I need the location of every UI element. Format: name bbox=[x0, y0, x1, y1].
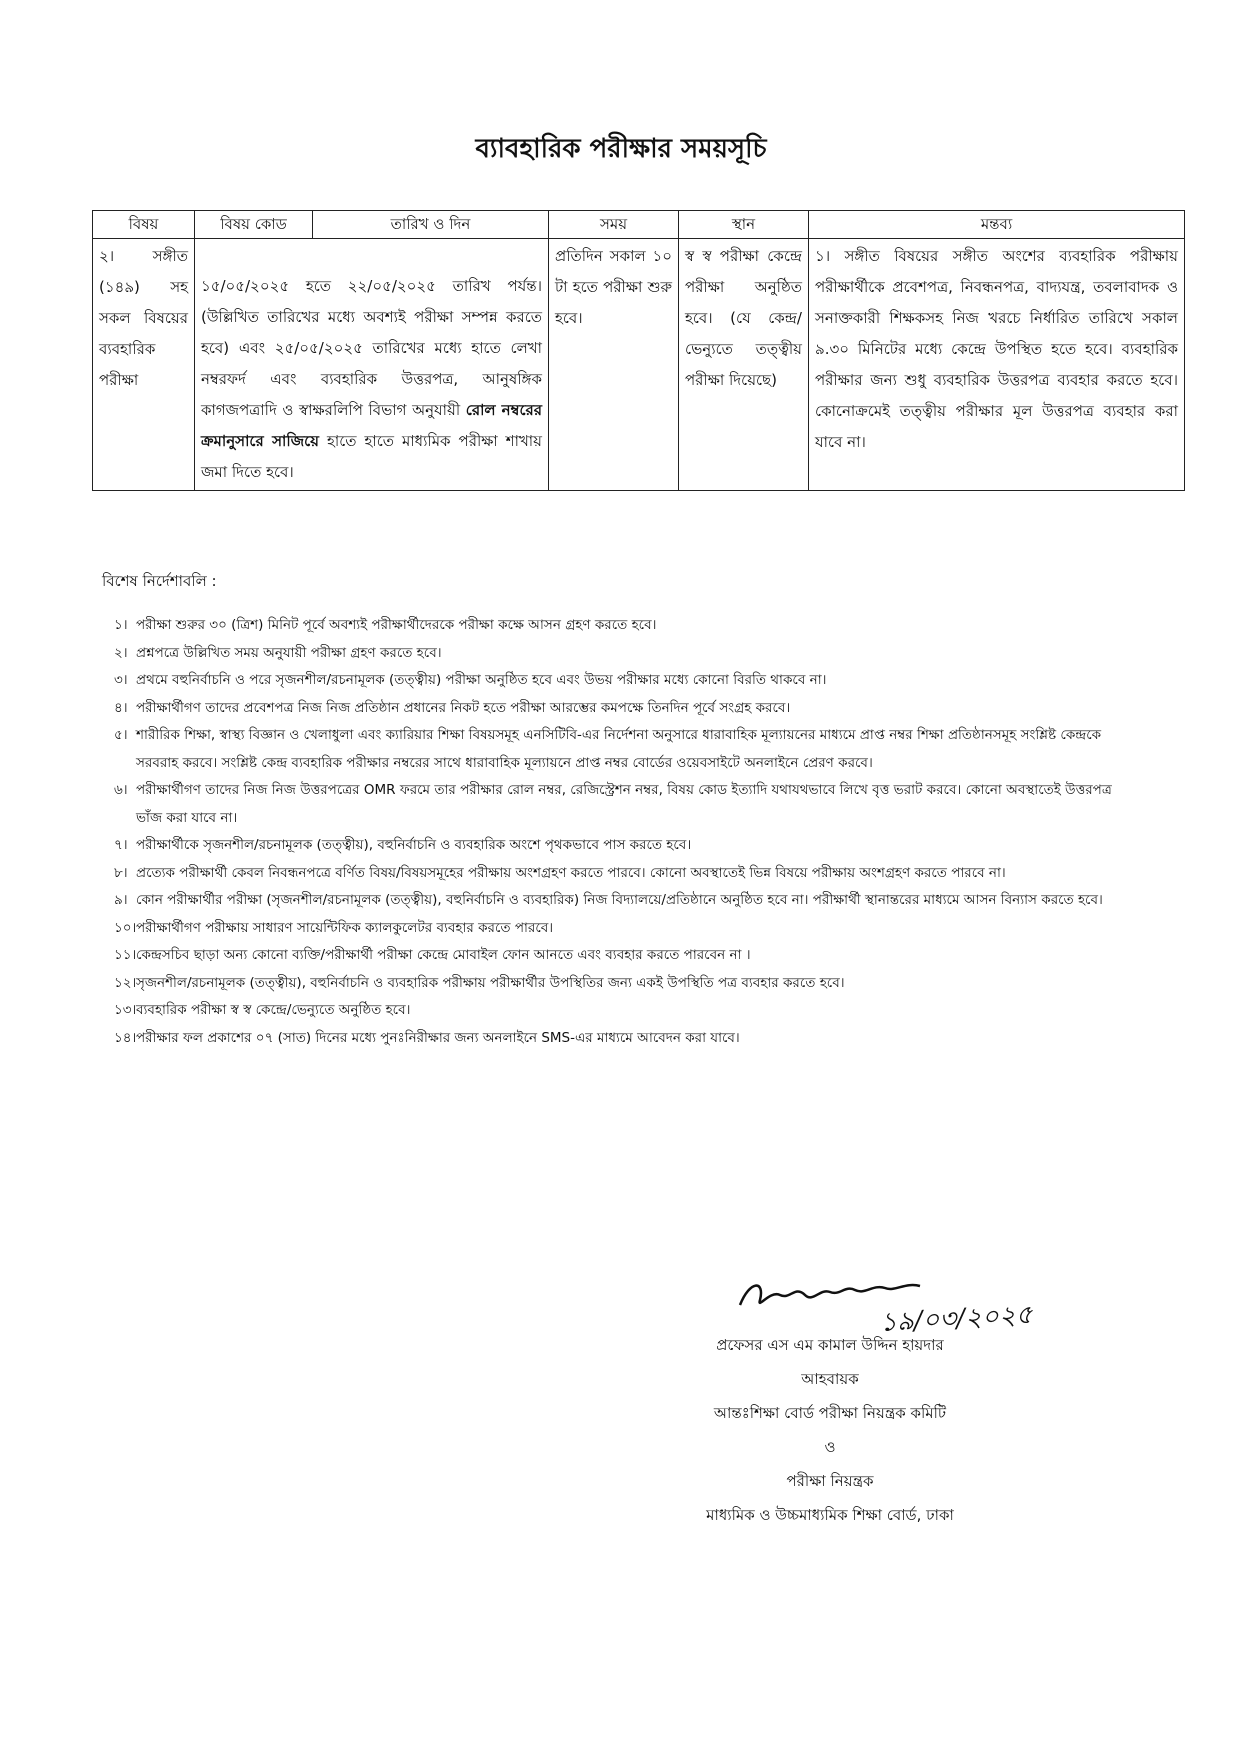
instruction-number: ১৩। bbox=[114, 1002, 137, 1018]
schedule-table bbox=[92, 210, 1185, 491]
signatory-role: আহবায়ক bbox=[801, 1370, 859, 1388]
table-row bbox=[93, 239, 1185, 491]
cell-subject: ২। সঙ্গীত (১৪৯) সহ সকল বিষয়ের ব্যবহারিক পরীক্ষা bbox=[93, 239, 195, 491]
special-instructions-heading: বিশেষ নির্দেশাবলি : bbox=[102, 572, 217, 590]
instruction-number: ১১। bbox=[114, 947, 137, 963]
instruction-item bbox=[114, 695, 1124, 723]
instruction-number: ১। bbox=[114, 617, 128, 633]
instruction-text: প্রশ্নপত্রে উল্লিখিত সময় অনুযায়ী পরীক্ষা গ্রহণ করতে হবে। bbox=[136, 644, 442, 661]
signatory-name: প্রফেসর এস এম কামাল উদ্দিন হায়দার bbox=[716, 1336, 944, 1354]
instruction-item bbox=[114, 860, 1124, 888]
signatory-board: মাধ্যমিক ও উচ্চমাধ্যমিক শিক্ষা বোর্ড, ঢাকা bbox=[706, 1506, 954, 1524]
instruction-text: পরীক্ষা শুরুর ৩০ (ত্রিশ) মিনিট পূর্বে অবশ্যই পরীক্ষার্থীদেরকে পরীক্ষা কক্ষে আসন গ্রহণ করতে হবে। bbox=[136, 617, 657, 633]
instruction-item bbox=[114, 970, 1124, 998]
header-code: বিষয় কোড bbox=[195, 211, 313, 239]
header-time: সময় bbox=[549, 211, 679, 239]
instruction-item bbox=[114, 887, 1124, 915]
instruction-text: প্রত্যেক পরীক্ষার্থী কেবল নিবন্ধনপত্রে বর্ণিত বিষয়/বিষয়সমূহের পরীক্ষায় অংশগ্রহণ করতে পারবে। কোনো অবস্থাতেই ভিন্ন বিষয়ে পরীক্ষায় অংশগ্রহণ করতে পারবে না। bbox=[136, 864, 1006, 881]
cell-time: প্রতিদিন সকাল ১০ টা হতে পরীক্ষা শুরু হবে। bbox=[549, 239, 679, 491]
signatory-role2: পরীক্ষা নিয়ন্ত্রক bbox=[786, 1472, 874, 1490]
instruction-item bbox=[114, 640, 1124, 668]
instruction-text: পরীক্ষার ফল প্রকাশের ০৭ (সাত) দিনের মধ্যে পুনঃনিরীক্ষার জন্য অনলাইনে SMS-এর মাধ্যমে আবেদন করা যাবে। bbox=[136, 1029, 740, 1046]
instruction-number: ২। bbox=[114, 644, 128, 661]
header-subject: বিষয় bbox=[93, 211, 195, 239]
instruction-number: ৪। bbox=[114, 699, 128, 716]
instruction-number: ৭। bbox=[114, 837, 128, 853]
instruction-item bbox=[114, 667, 1124, 695]
table-header-row bbox=[93, 211, 1185, 239]
instruction-number: ৫। bbox=[114, 727, 128, 743]
instruction-item bbox=[114, 722, 1124, 777]
instruction-item bbox=[114, 997, 1124, 1025]
instruction-text: পরীক্ষার্থীগণ তাদের নিজ নিজ উত্তরপত্রের OMR ফরমে তার পরীক্ষার রোল নম্বর, রেজিস্ট্রেশন নম্বর, বিষয় কোড ইত্যাদি যথাযথভাবে লিখে বৃত্ত ভরাট করবে। কোনো অবস্থাতেই উত্তরপত্র ভাঁজ করা যাবে না। bbox=[136, 782, 1112, 826]
instruction-item bbox=[114, 942, 1124, 970]
signatory-committee: আন্তঃশিক্ষা বোর্ড পরীক্ষা নিয়ন্ত্রক কমিটি bbox=[713, 1404, 947, 1422]
instruction-item bbox=[114, 832, 1124, 860]
date-text-bold: রোল নম্বরের ক্রমানুসারে সাজিয়ে bbox=[201, 401, 542, 450]
header-remarks: মন্তব্য bbox=[809, 211, 1185, 239]
instruction-number: ১০। bbox=[114, 919, 137, 936]
instruction-item bbox=[114, 612, 1124, 640]
instruction-item bbox=[114, 1025, 1124, 1053]
instruction-text: কেন্দ্রসচিব ছাড়া অন্য কোনো ব্যক্তি/পরীক্ষার্থী পরীক্ষা কেন্দ্রে মোবাইল ফোন আনতে এবং ব্যবহার করতে পারবেন না । bbox=[136, 947, 751, 963]
instruction-text: কোন পরীক্ষার্থীর পরীক্ষা (সৃজনশীল/রচনামূলক (তত্ত্বীয়), বহুনির্বাচনি ও ব্যবহারিক) নিজ বিদ্যালয়ে/প্রতিষ্ঠানে অনুষ্ঠিত হবে না। পরীক্ষার্থী স্থানান্তরের মাধ্যমে আসন বিন্যাস করতে হবে। bbox=[136, 892, 1103, 908]
header-place: স্থান bbox=[679, 211, 809, 239]
cell-place: স্ব স্ব পরীক্ষা কেন্দ্রে পরীক্ষা অনুষ্ঠিত হবে। (যে কেন্দ্র/ ভেন্যুতে তত্ত্বীয় পরীক্ষা দিয়েছে) bbox=[679, 239, 809, 491]
instruction-number: ৬। bbox=[114, 782, 128, 798]
instruction-item bbox=[114, 915, 1124, 943]
signatory-conjunction: ও bbox=[824, 1438, 836, 1456]
instruction-text: প্রথমে বহুনির্বাচনি ও পরে সৃজনশীল/রচনামূলক (তত্ত্বীয়) পরীক্ষা অনুষ্ঠিত হবে এবং উভয় পরীক্ষার মধ্যে কোনো বিরতি থাকবে না। bbox=[136, 672, 827, 688]
cell-remarks: ১। সঙ্গীত বিষয়ের সঙ্গীত অংশের ব্যবহারিক পরীক্ষায় পরীক্ষার্থীকে প্রবেশপত্র, নিবন্ধনপত্র, বাদ্যযন্ত্র, তবলাবাদক ও সনাক্তকারী শিক্ষকসহ নিজ খরচে নির্ধারিত তারিখে সকাল ৯.৩০ মিনিটের মধ্যে কেন্দ্রে উপস্থিত হতে হবে। ব্যবহারিক পরীক্ষার জন্য শুধু ব্যবহারিক উত্তরপত্র ব্যবহার করতে হবে। কোনোক্রমেই তত্ত্বীয় পরীক্ষার মূল উত্তরপত্র ব্যবহার করা যাবে না। bbox=[809, 239, 1185, 491]
instruction-number: ৮। bbox=[114, 864, 128, 881]
instruction-text: সৃজনশীল/রচনামূলক (তত্ত্বীয়), বহুনির্বাচনি ও ব্যবহারিক পরীক্ষায় পরীক্ষার্থীর উপস্থিতির জন্য একই উপস্থিতি পত্র ব্যবহার করতে হবে। bbox=[136, 974, 845, 991]
cell-date bbox=[195, 239, 549, 491]
instruction-number: ১৪। bbox=[114, 1029, 137, 1046]
instruction-number: ১২। bbox=[114, 974, 137, 991]
instruction-text: পরীক্ষার্থীগণ পরীক্ষায় সাধারণ সায়েন্টিফিক ক্যালকুলেটর ব্যবহার করতে পারবে। bbox=[136, 919, 554, 936]
page-title: ব্যাবহারিক পরীক্ষার সময়সূচি bbox=[475, 134, 767, 164]
instruction-number: ৩। bbox=[114, 672, 128, 688]
date-text-2: হাতে হাতে মাধ্যমিক পরীক্ষা শাখায় জমা দিতে হবে। bbox=[201, 432, 542, 481]
instruction-text: শারীরিক শিক্ষা, স্বাস্থ্য বিজ্ঞান ও খেলাধুলা এবং ক্যারিয়ার শিক্ষা বিষয়সমূহ এনসিটিবি-এর নির্দেশনা অনুসারে ধারাবাহিক মূল্যায়নের মাধ্যমে প্রাপ্ত নম্বর শিক্ষা প্রতিষ্ঠানসমূহ সংশ্লিষ্ট কেন্দ্রকে সরবরাহ করবে। সংশ্লিষ্ট কেন্দ্র ব্যবহারিক পরীক্ষার নম্বরের সাথে ধারাবাহিক মূল্যায়নে প্রাপ্ত নম্বর বোর্ডের ওয়েবসাইটে অনলাইনে প্রেরণ করবে। bbox=[136, 727, 1102, 771]
instructions-list bbox=[114, 612, 1124, 1052]
instruction-text: পরীক্ষার্থীগণ তাদের প্রবেশপত্র নিজ নিজ প্রতিষ্ঠান প্রধানের নিকট হতে পরীক্ষা আরম্ভের কমপক্ষে তিনদিন পূর্বে সংগ্রহ করবে। bbox=[136, 699, 791, 716]
handwritten-date: ১৯/০৩/২০২৫ bbox=[879, 1300, 1034, 1338]
signature-block bbox=[620, 1328, 1040, 1532]
instruction-text: পরীক্ষার্থীকে সৃজনশীল/রচনামূলক (তত্ত্বীয়), বহুনির্বাচনি ও ব্যবহারিক অংশে পৃথকভাবে পাস করতে হবে। bbox=[136, 837, 692, 853]
header-date: তারিখ ও দিন bbox=[313, 211, 549, 239]
instruction-number: ৯। bbox=[114, 892, 128, 908]
instruction-item bbox=[114, 777, 1124, 832]
instruction-text: ব্যবহারিক পরীক্ষা স্ব স্ব কেন্দ্রে/ভেন্যুতে অনুষ্ঠিত হবে। bbox=[136, 1002, 411, 1018]
date-text-1: ১৫/০৫/২০২৫ হতে ২২/০৫/২০২৫ তারিখ পর্যন্ত। (উল্লিখিত তারিখের মধ্যে অবশ্যই পরীক্ষা সম্পন্ন করতে হবে) এবং ২৫/০৫/২০২৫ তারিখের মধ্যে হাতে লেখা নম্বরফর্দ এবং ব্যবহারিক উত্তরপত্র, আনুষঙ্গিক কাগজপত্রাদি ও স্বাক্ষরলিপি বিভাগ অনুযায়ী bbox=[201, 277, 542, 419]
